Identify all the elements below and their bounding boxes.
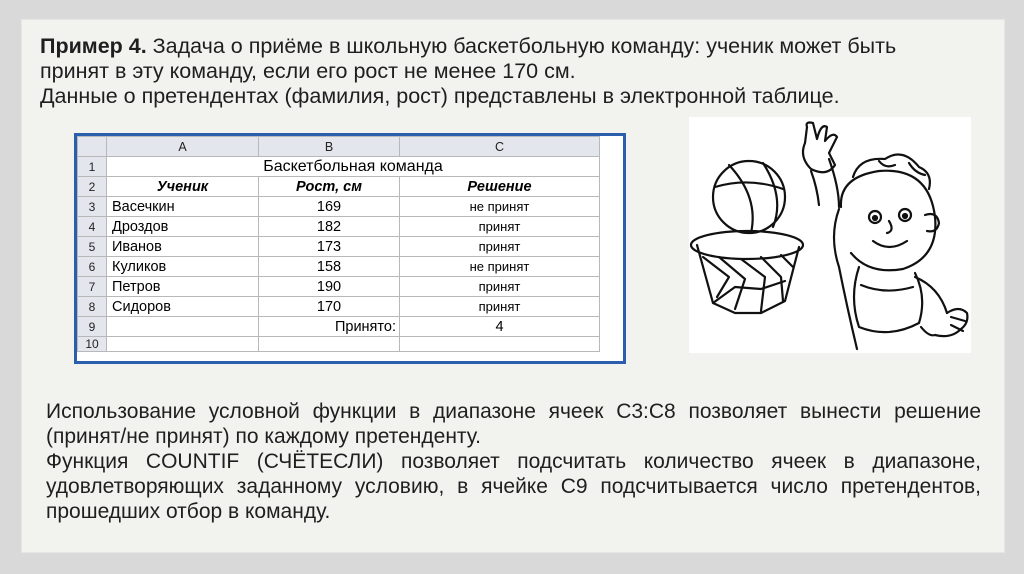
- body-text: [46, 399, 981, 524]
- slide: [22, 20, 1004, 552]
- cell-student-name[interactable]: Васечкин: [107, 197, 259, 217]
- row-header[interactable]: 5: [78, 237, 107, 257]
- header-cell-decision[interactable]: Решение: [400, 177, 600, 197]
- intro-text: [40, 34, 990, 109]
- cell-decision[interactable]: принят: [400, 237, 600, 257]
- cell-c10-empty[interactable]: [400, 337, 600, 352]
- row-header[interactable]: 7: [78, 277, 107, 297]
- cell-height[interactable]: 158: [259, 257, 400, 277]
- paragraph-countif: Функция COUNTIF (СЧЁТЕСЛИ) позволяет подсчитать количество ячеек в диапазоне, удовлетворяющих заданному условию, в ячейке C9 подсчитывается число претендентов, прошедших отбор в команду.: [46, 450, 981, 523]
- table-row: [78, 237, 600, 257]
- row-header[interactable]: 6: [78, 257, 107, 277]
- table-row: [78, 297, 600, 317]
- column-header-a[interactable]: A: [107, 137, 259, 157]
- select-all-corner[interactable]: [78, 137, 107, 157]
- paragraph-conditional-function: Использование условной функции в диапазоне ячеек C3:C8 позволяет вынести решение (принят/не принят) по каждому претенденту.: [46, 400, 981, 448]
- cell-height[interactable]: 173: [259, 237, 400, 257]
- example-label: Пример 4.: [40, 34, 147, 58]
- accepted-label-cell[interactable]: Принято:: [259, 317, 400, 337]
- cell-height[interactable]: 190: [259, 277, 400, 297]
- spreadsheet-grid: [77, 136, 600, 352]
- basketball-player-drawing: [689, 117, 971, 353]
- sheet-row-1: [78, 157, 600, 177]
- cell-student-name[interactable]: Иванов: [107, 237, 259, 257]
- cell-height[interactable]: 182: [259, 217, 400, 237]
- table-row: [78, 217, 600, 237]
- row-header-2[interactable]: 2: [78, 177, 107, 197]
- cell-decision[interactable]: принят: [400, 297, 600, 317]
- accepted-count-cell[interactable]: 4: [400, 317, 600, 337]
- row-header[interactable]: 8: [78, 297, 107, 317]
- column-header-b[interactable]: B: [259, 137, 400, 157]
- row-header[interactable]: 4: [78, 217, 107, 237]
- row-header[interactable]: 3: [78, 197, 107, 217]
- row-header-1[interactable]: 1: [78, 157, 107, 177]
- cell-student-name[interactable]: Куликов: [107, 257, 259, 277]
- cell-height[interactable]: 169: [259, 197, 400, 217]
- table-row: [78, 257, 600, 277]
- cell-a9-empty[interactable]: [107, 317, 259, 337]
- cell-student-name[interactable]: Сидоров: [107, 297, 259, 317]
- sheet-row-9: [78, 317, 600, 337]
- cell-student-name[interactable]: Дроздов: [107, 217, 259, 237]
- sheet-row-2: [78, 177, 600, 197]
- cell-a10-empty[interactable]: [107, 337, 259, 352]
- table-title-cell[interactable]: Баскетбольная команда: [107, 157, 600, 177]
- sheet-row-10: [78, 337, 600, 352]
- column-header-row: [78, 137, 600, 157]
- header-cell-height[interactable]: Рост, см: [259, 177, 400, 197]
- cell-b10-empty[interactable]: [259, 337, 400, 352]
- row-header-9[interactable]: 9: [78, 317, 107, 337]
- intro-line-1: [40, 34, 990, 59]
- cell-student-name[interactable]: Петров: [107, 277, 259, 297]
- table-row: [78, 277, 600, 297]
- intro-line-3: Данные о претендентах (фамилия, рост) представлены в электронной таблице.: [40, 84, 840, 108]
- cell-decision[interactable]: не принят: [400, 257, 600, 277]
- header-cell-student[interactable]: Ученик: [107, 177, 259, 197]
- cell-height[interactable]: 170: [259, 297, 400, 317]
- cell-decision[interactable]: не принят: [400, 197, 600, 217]
- row-header-10[interactable]: 10: [78, 337, 107, 352]
- table-row: [78, 197, 600, 217]
- intro-line-2: принят в эту команду, если его рост не менее 170 см.: [40, 59, 576, 83]
- intro-line-1-rest: Задача о приёме в школьную баскетбольную команду: ученик может быть: [146, 34, 897, 58]
- spreadsheet: [74, 133, 626, 364]
- cell-decision[interactable]: принят: [400, 277, 600, 297]
- cell-decision[interactable]: принят: [400, 217, 600, 237]
- column-header-c[interactable]: C: [400, 137, 600, 157]
